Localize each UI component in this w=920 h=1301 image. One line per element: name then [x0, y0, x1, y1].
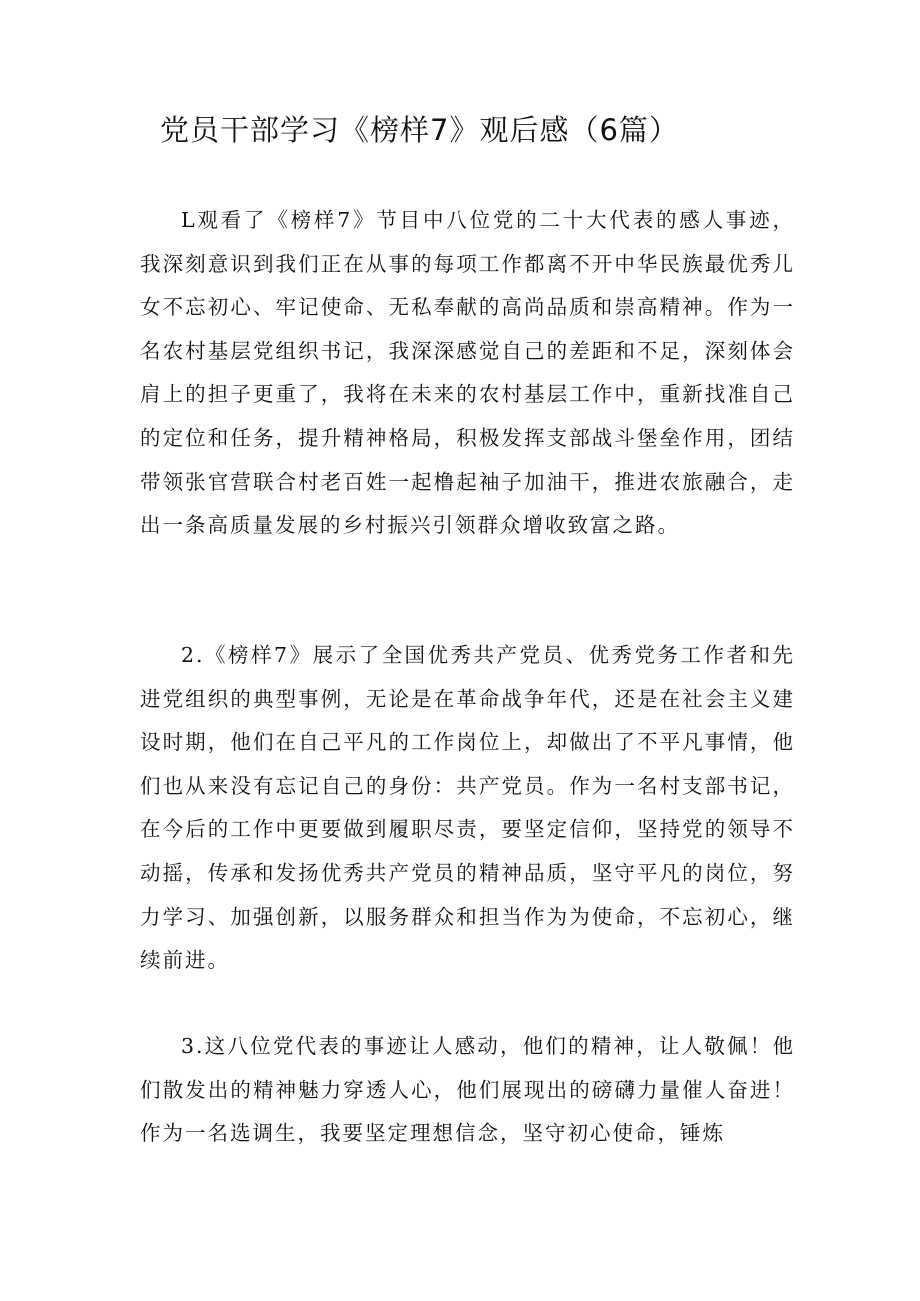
paragraph-3: 3.这八位党代表的事迹让人感动，他们的精神，让人敬佩！他们散发出的精神魅力穿透人心，他们展现出的磅礴力量催人奋进！作为一名选调生，我要坚定理想信念，坚守初心使命，锤炼	[140, 1034, 795, 1146]
paragraph-1: L观看了《榜样7》节目中八位党的二十大代表的感人事迹，我深刻意识到我们正在从事的每项工作都离不开中华民族最优秀儿女不忘初心、牢记使命、无私奉献的高尚品质和崇高精神。作为一名农村基层党组织书记，我深深感觉自己的差距和不足，深刻体会肩上的担子更重了，我将在未来的农村基层工作中，重新找准自己的定位和任务，提升精神格局，积极发挥支部战斗堡垒作用，团结带领张官营联合村老百姓一起橹起袖子加油干，推进农旅融合，走出一条高质量发展的乡村振兴引领群众增收致富之路。	[140, 208, 795, 538]
document-title: 党员干部学习《榜样7》观后感（6篇）	[160, 113, 679, 147]
paragraph-2: 2.《榜样7》展示了全国优秀共产党员、优秀党务工作者和先进党组织的典型事例，无论是在革命战争年代，还是在社会主义建设时期，他们在自己平凡的工作岗位上，却做出了不平凡事情，他们也从来没有忘记自己的身份：共产党员。作为一名村支部书记，在今后的工作中更要做到履职尽责，要坚定信仰，坚持党的领导不动摇，传承和发扬优秀共产党员的精神品质，坚守平凡的岗位，努力学习、加强创新，以服务群众和担当作为为使命，不忘初心，继续前进。	[140, 643, 795, 973]
